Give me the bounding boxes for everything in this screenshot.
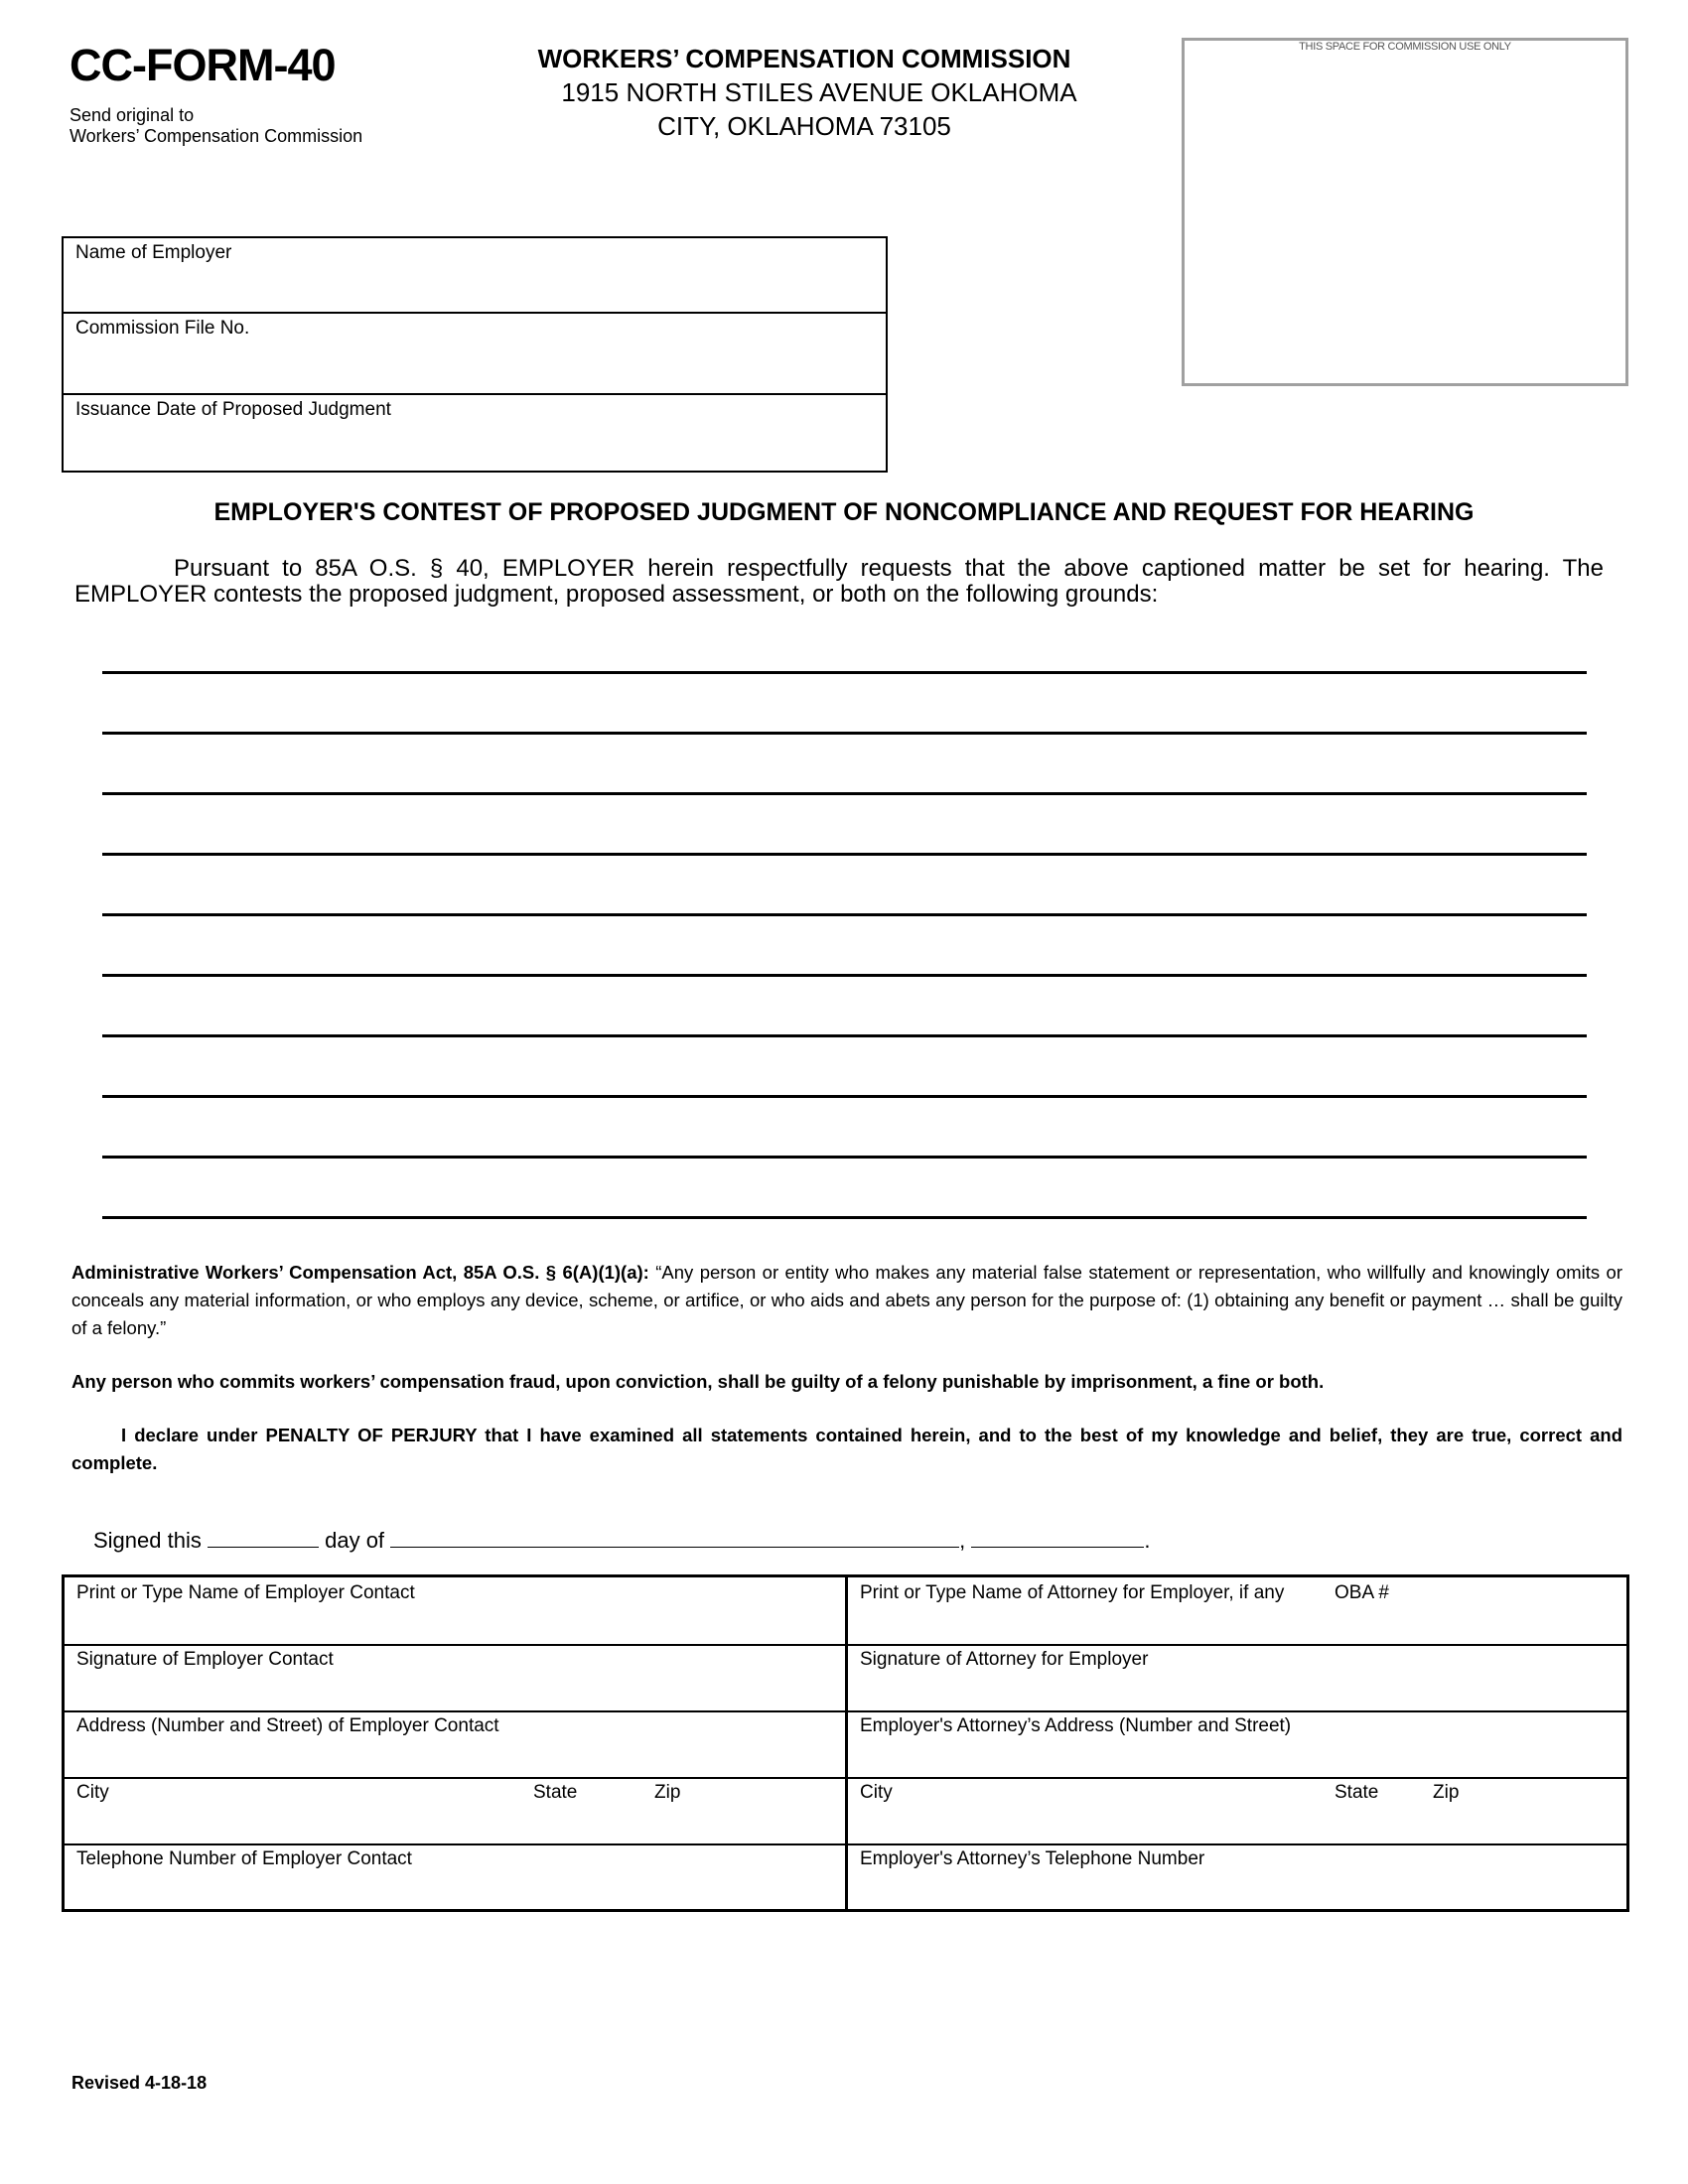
attorney-city-cell[interactable] [848,1777,1626,1845]
employer-name-cell [64,238,886,314]
grounds-line-6[interactable] [102,974,1587,977]
employer-info-box [62,236,888,473]
attorney-signature-cell[interactable] [848,1644,1626,1712]
agency-address-line1: 1915 NORTH STILES AVENUE OKLAHOMA [561,77,1077,107]
form-id: CC-FORM-40 [70,40,336,90]
signed-day-blank[interactable] [208,1529,319,1548]
grounds-line-5[interactable] [102,913,1587,916]
issuance-date-cell [64,395,886,469]
oba-number-label: OBA # [1335,1582,1389,1603]
grounds-line-10[interactable] [102,1216,1587,1219]
employer-contact-address-cell[interactable] [65,1710,845,1779]
agency-block [467,42,1142,143]
act-citation: Administrative Workers’ Compensation Act, 85A O.S. § 6(A)(1)(a): [71,1262,649,1283]
attorney-name-label: Print or Type Name of Attorney for Employer, if any [860,1582,1285,1603]
employer-contact-phone-cell[interactable] [65,1843,845,1910]
perjury-declaration: I declare under PENALTY OF PERJURY that I have examined all statements contained herein, and to the best of my knowledge and belief, they are true, correct and complete. [71,1425,1622,1473]
issuance-date-label: Issuance Date of Proposed Judgment [75,399,391,420]
attorney-phone-cell[interactable] [848,1843,1626,1910]
grounds-line-9[interactable] [102,1156,1587,1159]
commission-file-no-input[interactable] [73,363,876,389]
attorney-phone-label: Employer's Attorney’s Telephone Number [860,1848,1205,1869]
employer-contact-signature-label: Signature of Employer Contact [76,1649,334,1670]
signed-this-text: Signed this [93,1528,202,1553]
grounds-line-7[interactable] [102,1034,1587,1037]
commission-use-label: THIS SPACE FOR COMMISSION USE ONLY [1299,41,1511,53]
send-original-line1: Send original to [70,105,195,125]
employer-name-input[interactable] [73,282,876,308]
send-original-note [70,105,362,147]
act-quote: “Any person or entity who makes any material false statement or representation, who willfully and knowingly omits or conceals any material information, or who employs any device, scheme, or artifice, or who aids and abets any person for the purpose of: (1) obtaining any benefit or payment … shall be guilty of a felony.” [71,1262,1622,1338]
grounds-line-4[interactable] [102,853,1587,856]
intro-paragraph: Pursuant to 85A O.S. § 40, EMPLOYER herein respectfully requests that the above captioned matter be set for hearing. The EMPLOYER contests the proposed judgment, proposed assessment, or both on the following grounds: [74,555,1604,608]
employer-contact-city-cell[interactable] [65,1777,845,1845]
legal-notice [71,1259,1622,1477]
signed-year-blank[interactable] [971,1529,1144,1548]
issuance-date-input[interactable] [73,439,876,465]
fraud-statute-paragraph [71,1259,1622,1342]
revision-date: Revised 4-18-18 [71,2073,208,2093]
attorney-address-label: Employer's Attorney’s Address (Number and Street) [860,1715,1292,1736]
signed-month-blank[interactable] [390,1529,959,1548]
period-text: . [1144,1528,1151,1553]
fraud-warning: Any person who commits workers’ compensation fraud, upon conviction, shall be guilty of a felony punishable by imprisonment, a fine or both. [71,1371,1325,1392]
attorney-signature-label: Signature of Attorney for Employer [860,1649,1149,1670]
day-of-text: day of [325,1528,385,1553]
commission-file-no-cell [64,314,886,395]
contact-table [62,1574,1629,1912]
attorney-state-label: State [1335,1782,1379,1803]
employer-contact-name-cell[interactable] [65,1577,845,1646]
grounds-line-8[interactable] [102,1095,1587,1098]
employer-contact-phone-label: Telephone Number of Employer Contact [76,1848,412,1869]
grounds-line-2[interactable] [102,732,1587,735]
send-original-line2: Workers’ Compensation Commission [70,126,363,146]
agency-name: WORKERS’ COMPENSATION COMMISSION [537,44,1071,73]
attorney-name-cell[interactable] [848,1577,1626,1646]
employer-contact-name-label: Print or Type Name of Employer Contact [76,1582,415,1603]
commission-use-box [1182,38,1628,386]
signed-date-line [93,1528,1151,1554]
agency-address-line2: CITY, OKLAHOMA 73105 [657,111,951,141]
attorney-column [848,1577,1626,1909]
grounds-line-3[interactable] [102,792,1587,795]
attorney-city-label: City [860,1782,893,1803]
employer-contact-signature-cell[interactable] [65,1644,845,1712]
form-heading: EMPLOYER'S CONTEST OF PROPOSED JUDGMENT OF NONCOMPLIANCE AND REQUEST FOR HEARING [213,498,1475,526]
employer-contact-zip-label: Zip [654,1782,681,1803]
employer-contact-column [65,1577,848,1909]
grounds-line-1[interactable] [102,671,1587,674]
employer-name-label: Name of Employer [75,242,232,263]
employer-contact-address-label: Address (Number and Street) of Employer Contact [76,1715,499,1736]
comma-text: , [959,1528,966,1553]
commission-file-no-label: Commission File No. [75,318,250,339]
employer-contact-city-label: City [76,1782,109,1803]
attorney-address-cell[interactable] [848,1710,1626,1779]
employer-contact-state-label: State [533,1782,578,1803]
attorney-zip-label: Zip [1433,1782,1460,1803]
